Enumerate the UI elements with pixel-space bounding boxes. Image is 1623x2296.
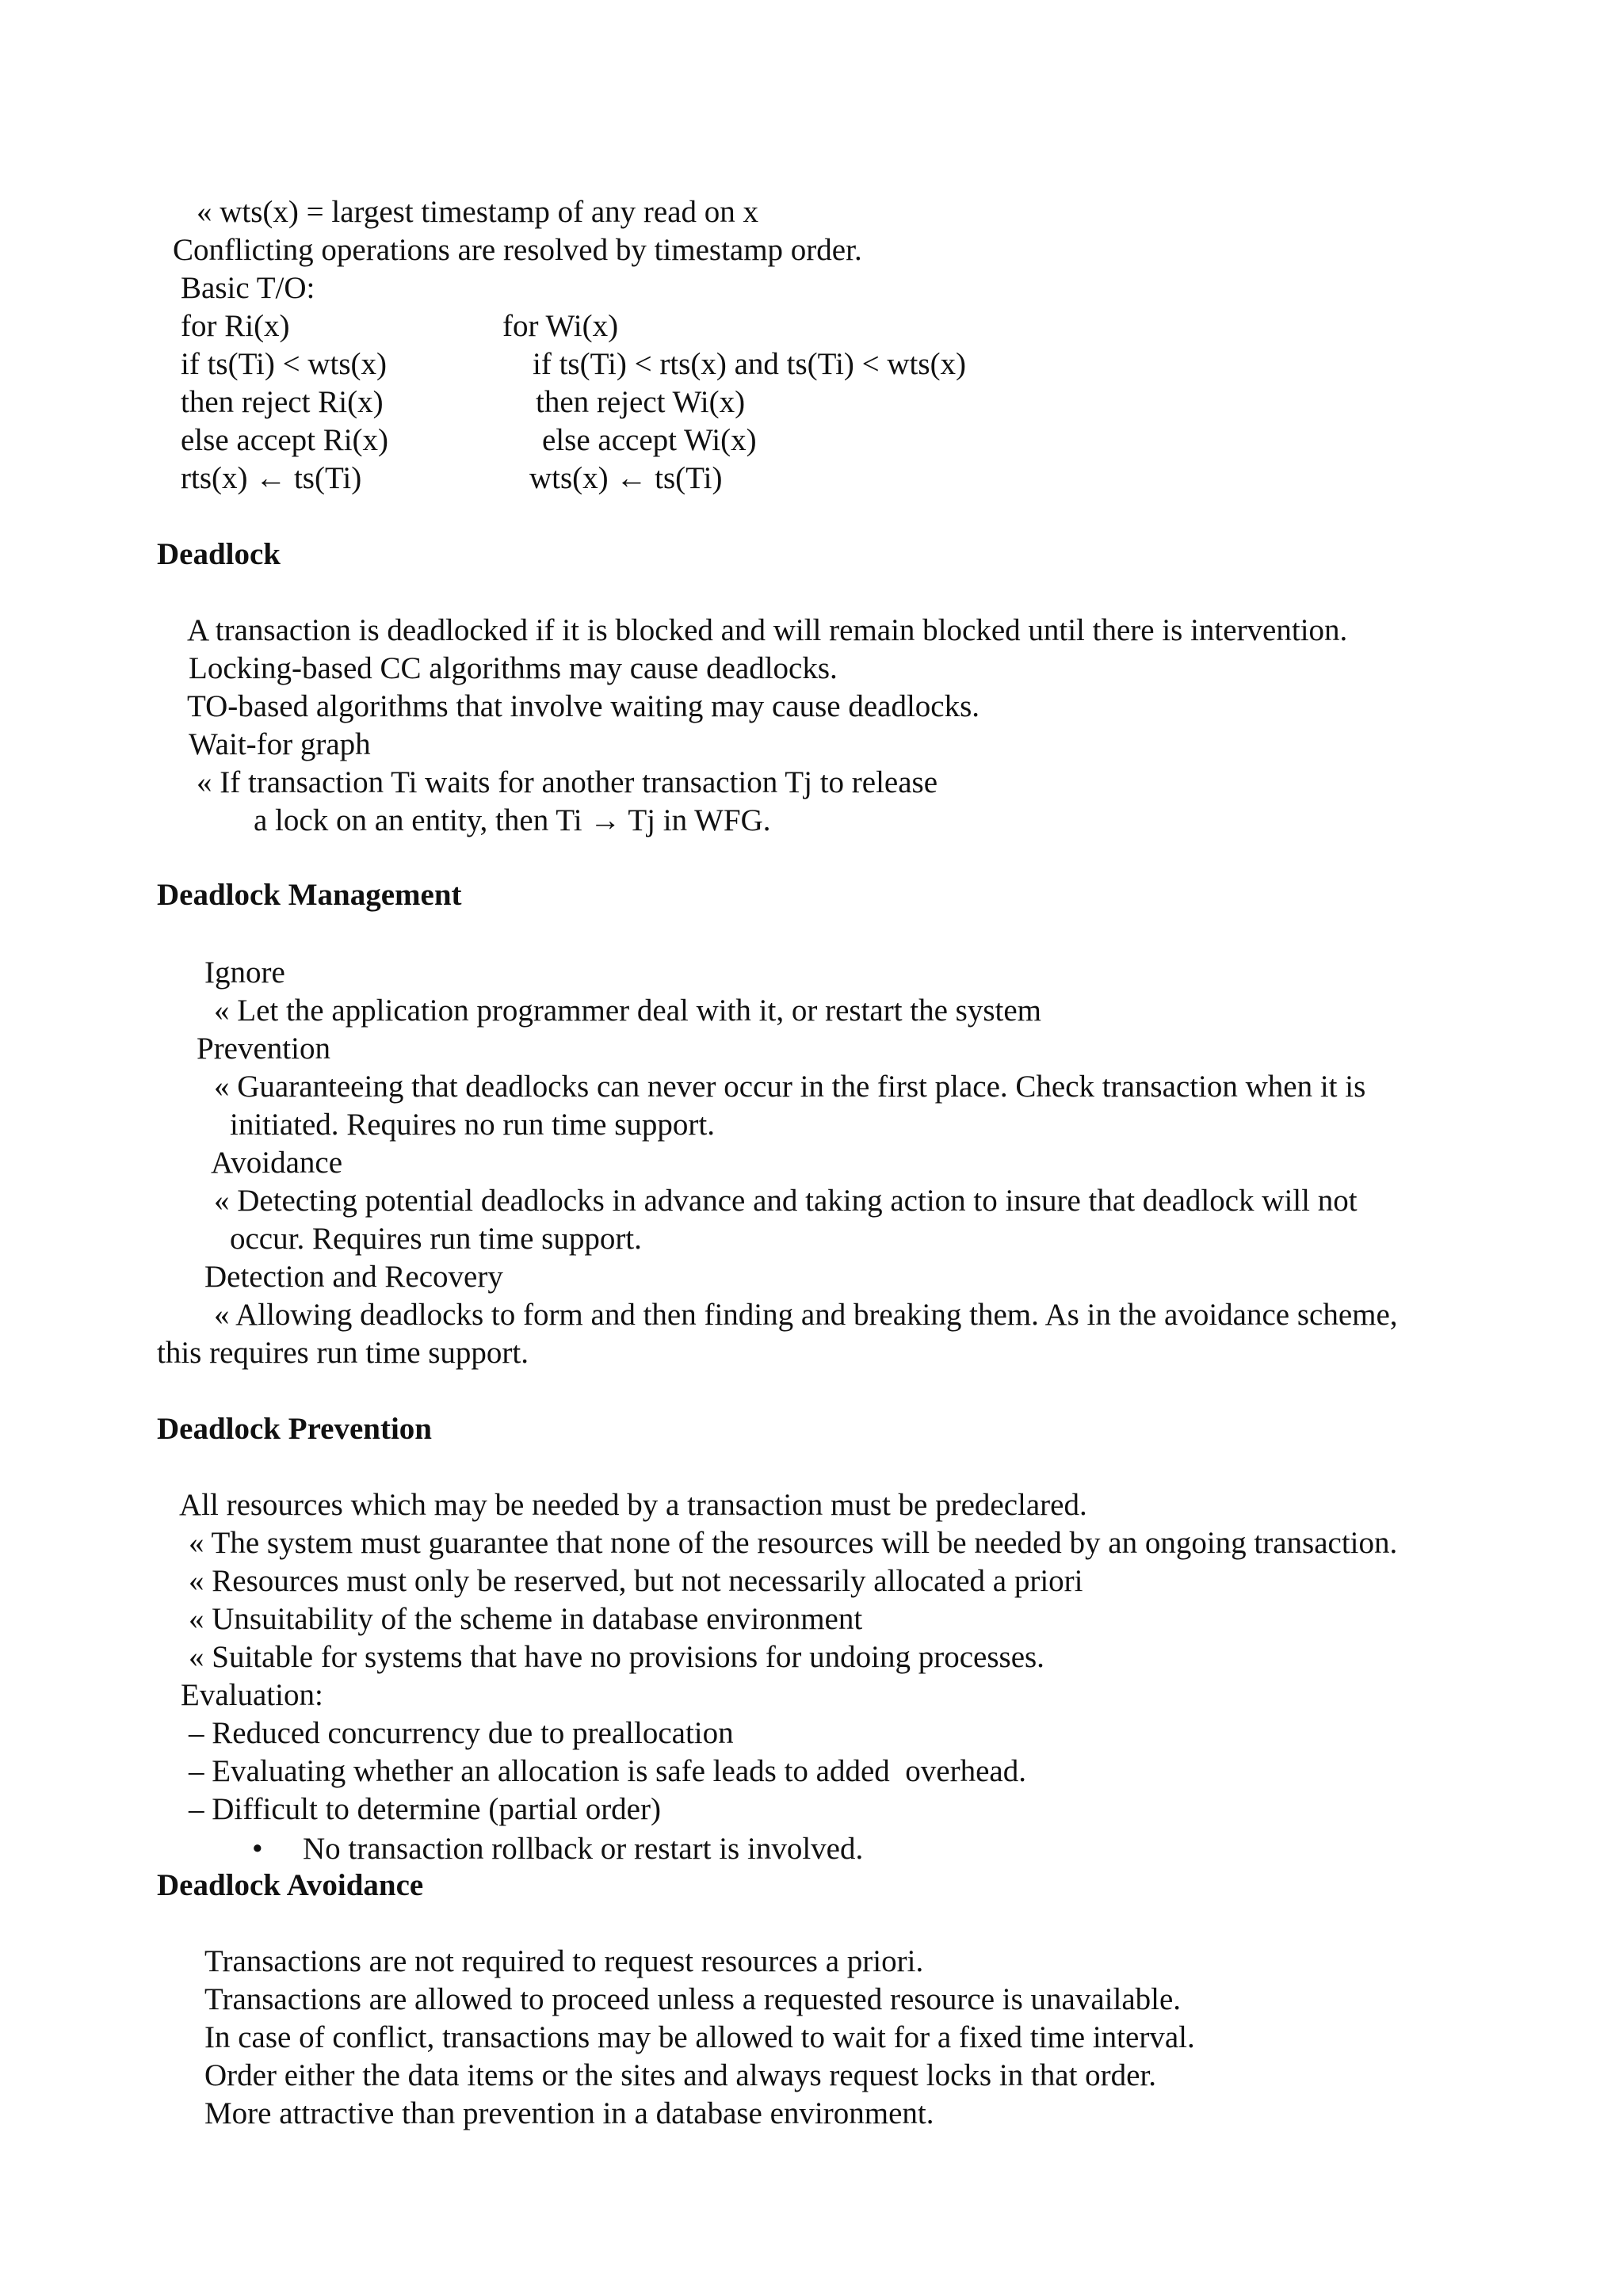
avoidance-line: Transactions are not required to request resources a priori. — [204, 1944, 924, 1978]
management-line: initiated. Requires no run time support. — [230, 1108, 715, 1142]
to-intro-line-2: Conflicting operations are resolved by timestamp order. — [173, 233, 862, 267]
to-intro-line-1: « wts(x) = largest timestamp of any read on x — [197, 195, 759, 229]
management-line: « Guaranteeing that deadlocks can never occur in the first place. Check transaction when it is — [214, 1070, 1366, 1104]
prevention-line: « The system must guarantee that none of the resources will be needed by an ongoing transaction. — [189, 1526, 1398, 1560]
write-column-line: for Wi(x) — [502, 309, 619, 343]
deadlock-line: « If transaction Ti waits for another transaction Tj to release — [197, 765, 938, 799]
avoidance-line: In case of conflict, transactions may be allowed to wait for a fixed time interval. — [204, 2020, 1195, 2054]
management-line: Prevention — [197, 1032, 330, 1066]
management-line: occur. Requires run time support. — [230, 1222, 642, 1256]
deadlock-line: Locking-based CC algorithms may cause deadlocks. — [189, 651, 838, 685]
write-column-line: then reject Wi(x) — [536, 385, 746, 419]
read-column-line: then reject Ri(x) — [181, 385, 384, 419]
deadlock-line: A transaction is deadlocked if it is blocked and will remain blocked until there is intervention. — [187, 613, 1348, 647]
avoidance-line: Transactions are allowed to proceed unless a requested resource is unavailable. — [204, 1982, 1182, 2016]
prevention-line: « Resources must only be reserved, but not necessarily allocated a priori — [189, 1564, 1083, 1598]
management-line: « Allowing deadlocks to form and then finding and breaking them. As in the avoidance scheme, — [214, 1298, 1398, 1332]
deadlock-line: TO-based algorithms that involve waiting may cause deadlocks. — [187, 689, 980, 723]
prevention-line: – Difficult to determine (partial order) — [189, 1792, 661, 1826]
prevention-line: All resources which may be needed by a transaction must be predeclared. — [179, 1488, 1087, 1522]
deadlock-line: Wait-for graph — [189, 727, 371, 761]
write-column-line: if ts(Ti) < rts(x) and ts(Ti) < wts(x) — [533, 347, 967, 381]
management-line: Detection and Recovery — [204, 1260, 503, 1294]
deadlock-prevention-heading: Deadlock Prevention — [157, 1412, 433, 1446]
avoidance-line: Order either the data items or the sites and always request locks in that order. — [204, 2058, 1157, 2092]
bullet-dot: • — [252, 1832, 263, 1866]
write-column-line: else accept Wi(x) — [542, 423, 757, 457]
prevention-line: – Evaluating whether an allocation is safe leads to added overhead. — [189, 1754, 1026, 1788]
deadlock-heading: Deadlock — [157, 537, 281, 571]
management-line: « Detecting potential deadlocks in advance and taking action to insure that deadlock will not — [214, 1184, 1358, 1218]
management-line: « Let the application programmer deal with it, or restart the system — [214, 994, 1042, 1028]
management-line: Ignore — [204, 955, 285, 990]
deadlock-avoidance-heading: Deadlock Avoidance — [157, 1868, 424, 1902]
read-column-line: else accept Ri(x) — [181, 423, 389, 457]
read-column-line: for Ri(x) — [181, 309, 290, 343]
prevention-line: – Reduced concurrency due to preallocation — [189, 1716, 734, 1750]
prevention-line: Evaluation: — [181, 1678, 323, 1712]
read-column-line: if ts(Ti) < wts(x) — [181, 347, 387, 381]
management-line: this requires run time support. — [157, 1336, 529, 1370]
deadlock-line: a lock on an entity, then Ti → Tj in WFG. — [254, 803, 771, 837]
management-line: Avoidance — [211, 1146, 343, 1180]
prevention-bullet-line: No transaction rollback or restart is involved. — [303, 1832, 864, 1866]
prevention-line: « Suitable for systems that have no provisions for undoing processes. — [189, 1640, 1044, 1674]
to-intro-line-3: Basic T/O: — [181, 271, 315, 305]
write-column-line: wts(x) ← ts(Ti) — [529, 461, 723, 495]
prevention-line: « Unsuitability of the scheme in database environment — [189, 1602, 863, 1636]
deadlock-management-heading: Deadlock Management — [157, 878, 462, 912]
read-column-line: rts(x) ← ts(Ti) — [181, 461, 362, 495]
avoidance-line: More attractive than prevention in a database environment. — [204, 2096, 934, 2130]
